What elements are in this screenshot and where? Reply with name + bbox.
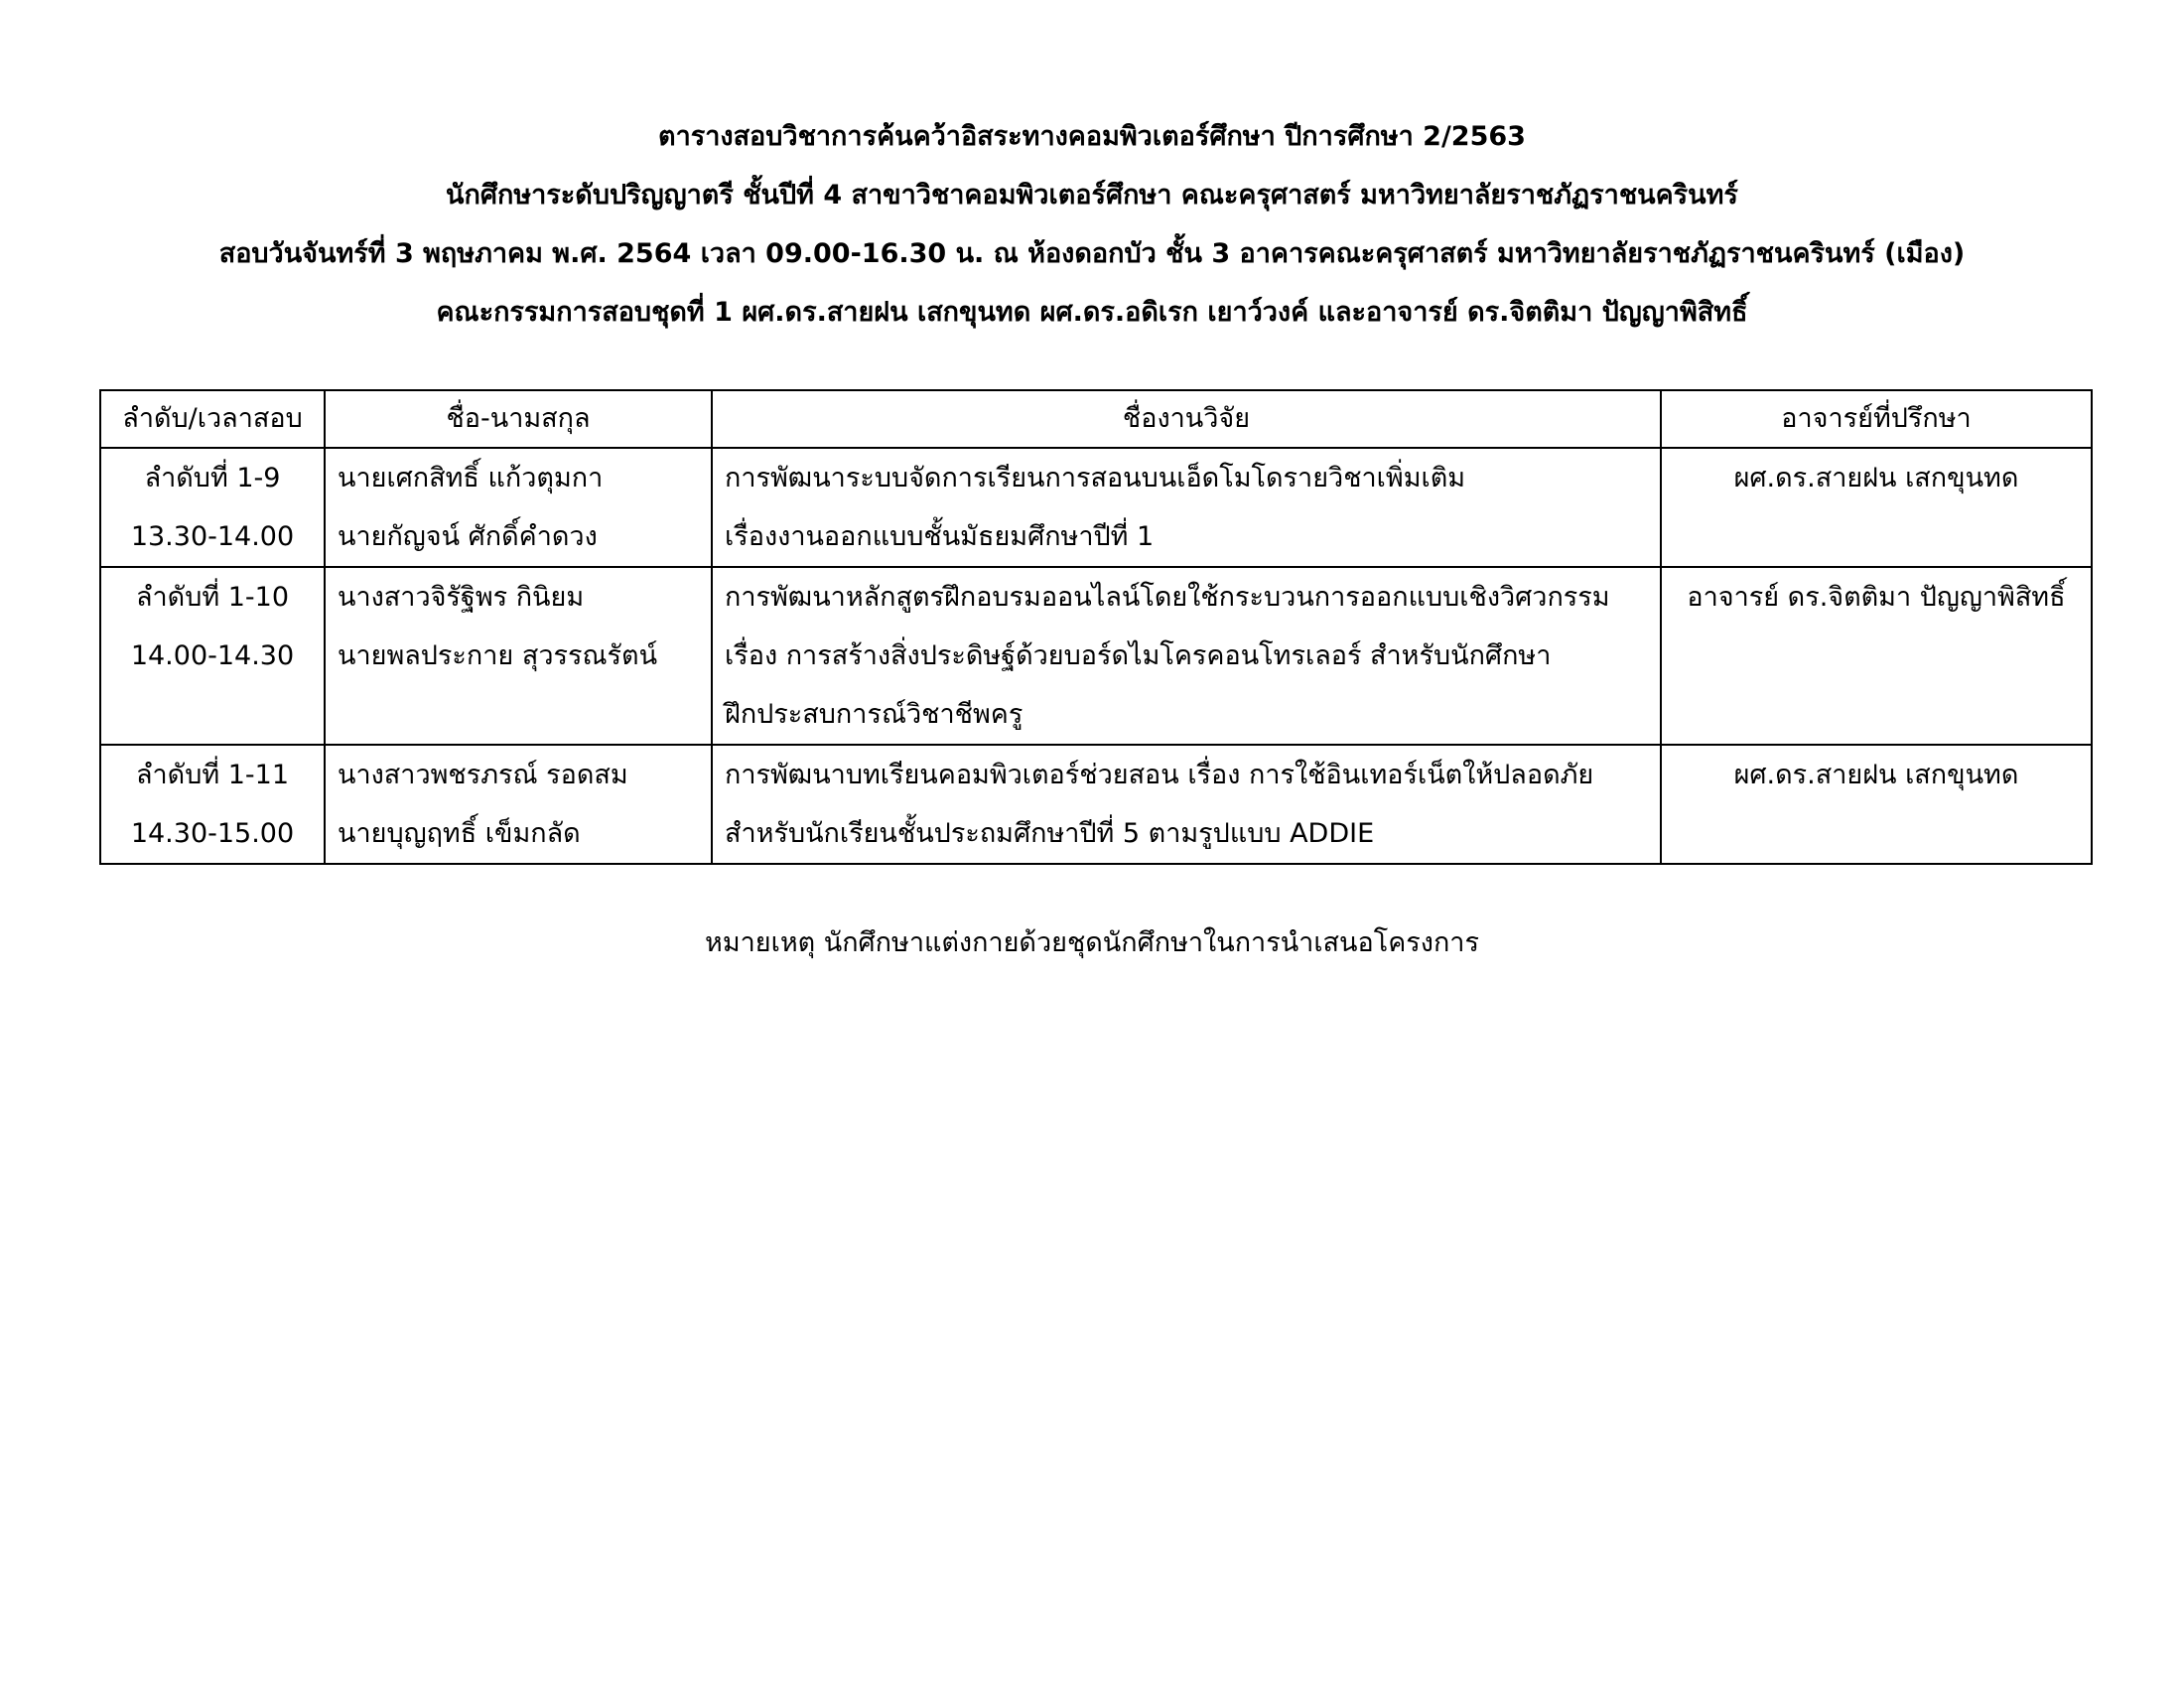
student-name: นายกัญจน์ ศักดิ์คำดวง <box>338 521 598 552</box>
student-names-cell <box>325 567 712 745</box>
exam-time: 14.00-14.30 <box>130 640 295 671</box>
advisor-cell: อาจารย์ ดร.จิตติมา ปัญญาพิสิทธิ์ <box>1661 567 2092 745</box>
column-header-name: ชื่อ-นามสกุล <box>325 390 712 448</box>
column-header-research-title: ชื่องานวิจัย <box>712 390 1661 448</box>
research-title-line: เรื่องงานออกแบบชั้นมัธยมศึกษาปีที่ 1 <box>725 521 1155 552</box>
research-title-line: สำหรับนักเรียนชั้นประถมศึกษาปีที่ 5 ตามรูปแบบ ADDIE <box>725 818 1375 849</box>
research-title-cell <box>712 567 1661 745</box>
research-title-cell <box>712 448 1661 567</box>
table-row <box>100 745 2092 864</box>
order-number: ลำดับที่ 1-9 <box>144 463 281 493</box>
student-names-cell <box>325 745 712 864</box>
student-name: นายเศกสิทธิ์ แก้วตุมกา <box>338 463 604 493</box>
table-header-row <box>100 390 2092 448</box>
research-title-line: การพัฒนาหลักสูตรฝึกอบรมออนไลน์โดยใช้กระบวนการออกแบบเชิงวิศวกรรม <box>725 582 1610 613</box>
research-title-line: การพัฒนาบทเรียนคอมพิวเตอร์ช่วยสอน เรื่อง การใช้อินเทอร์เน็ตให้ปลอดภัย <box>725 760 1594 790</box>
order-number: ลำดับที่ 1-11 <box>135 760 290 790</box>
exam-date-location-line: สอบวันจันทร์ที่ 3 พฤษภาคม พ.ศ. 2564 เวลา 09.00-16.30 น. ณ ห้องดอกบัว ชั้น 3 อาคารคณะครุศาสตร์ มหาวิทยาลัยราชภัฏราชนครินทร์ (เมือง) <box>218 238 1966 269</box>
document-title: ตารางสอบวิชาการค้นคว้าอิสระทางคอมพิวเตอร์ศึกษา ปีการศึกษา 2/2563 <box>658 121 1526 152</box>
student-name: นางสาวพชรภรณ์ รอดสม <box>338 760 628 790</box>
order-time-cell <box>100 745 325 864</box>
column-header-order-time: ลำดับ/เวลาสอบ <box>100 390 325 448</box>
student-name: นายบุญฤทธิ์ เข็มกลัด <box>338 818 581 849</box>
student-name: นางสาวจิรัฐิพร กินิยม <box>338 582 585 613</box>
advisor-cell: ผศ.ดร.สายฝน เสกขุนทด <box>1661 448 2092 567</box>
student-name: นายพลประกาย สุวรรณรัตน์ <box>338 640 658 671</box>
advisor-cell: ผศ.ดร.สายฝน เสกขุนทด <box>1661 745 2092 864</box>
table-row <box>100 567 2092 745</box>
student-names-cell <box>325 448 712 567</box>
exam-schedule-table <box>99 389 2093 865</box>
research-title-line: เรื่อง การสร้างสิ่งประดิษฐ์ด้วยบอร์ดไมโครคอนโทรเลอร์ สำหรับนักศึกษา <box>725 640 1552 671</box>
research-title-line: ฝึกประสบการณ์วิชาชีพครู <box>725 699 1024 730</box>
order-number: ลำดับที่ 1-10 <box>135 582 290 613</box>
exam-committee-line: คณะกรรมการสอบชุดที่ 1 ผศ.ดร.สายฝน เสกขุนทด ผศ.ดร.อดิเรก เยาว์วงค์ และอาจารย์ ดร.จิตติมา ปัญญาพิสิทธิ์ <box>436 297 1748 328</box>
order-time-cell <box>100 448 325 567</box>
research-title-line: การพัฒนาระบบจัดการเรียนการสอนบนเอ็ดโมโดรายวิชาเพิ่มเติม <box>725 463 1466 493</box>
table-row <box>100 448 2092 567</box>
column-header-advisor: อาจารย์ที่ปรึกษา <box>1661 390 2092 448</box>
exam-time: 13.30-14.00 <box>130 521 295 552</box>
exam-time: 14.30-15.00 <box>130 818 295 849</box>
order-time-cell <box>100 567 325 745</box>
dress-code-note: หมายเหตุ นักศึกษาแต่งกายด้วยชุดนักศึกษาในการนำเสนอโครงการ <box>705 927 1479 958</box>
document-header <box>0 107 2184 342</box>
student-level-line: นักศึกษาระดับปริญญาตรี ชั้นปีที่ 4 สาขาวิชาคอมพิวเตอร์ศึกษา คณะครุศาสตร์ มหาวิทยาลัยราชภัฏราชนครินทร์ <box>446 180 1738 211</box>
research-title-cell <box>712 745 1661 864</box>
